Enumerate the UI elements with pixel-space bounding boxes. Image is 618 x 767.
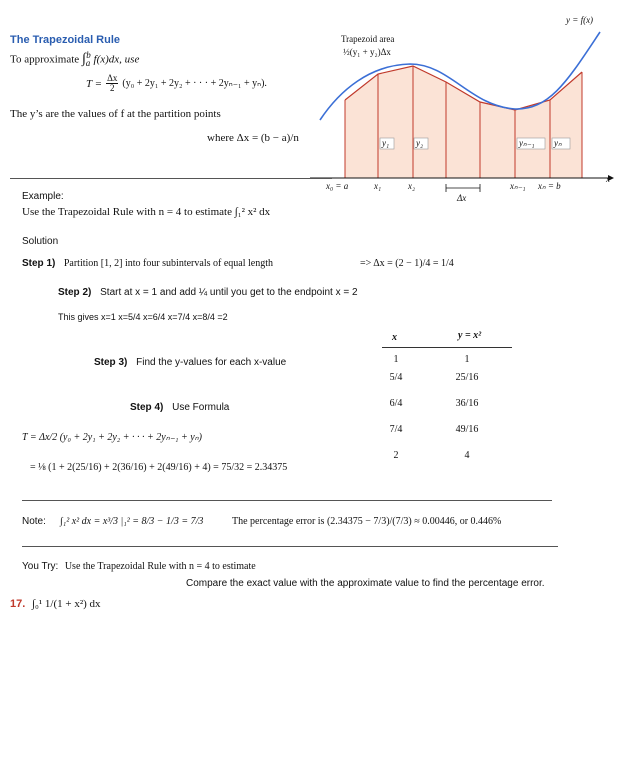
example-label: Example:: [22, 191, 64, 202]
formula-line: T = Δx/2 (y₀ + 2y₁ + 2y₂ + · · · + 2yₙ₋₁ + yₙ): [22, 432, 202, 443]
table-header-x: x: [392, 332, 397, 343]
x1-label: x₁: [374, 181, 382, 191]
you-try-compare: Compare the exact value with the approximate value to find the percentage error.: [186, 578, 545, 589]
divider: [22, 500, 552, 501]
dx-label: Δx: [457, 193, 467, 203]
step3-label: Step 3): [94, 357, 128, 368]
trapezoid-fill: [345, 66, 582, 178]
step1-label: Step 1): [22, 258, 56, 269]
step4-label: Step 4): [130, 402, 164, 413]
yn-1-label: yₙ₋₁: [519, 138, 535, 148]
solution-label: Solution: [22, 236, 59, 247]
step1-text: Partition [1, 2] into four subintervals of equal length: [63, 258, 273, 269]
you-try-label: You Try:: [22, 561, 59, 572]
divider: [10, 178, 332, 179]
table-header-y: y = x²: [458, 330, 482, 341]
function-label: y = f(x): [566, 15, 594, 25]
table-x-cell: 7/4: [389, 424, 403, 435]
step1-result: => Δx = (2 − 1)/4 = 1/4: [360, 258, 454, 269]
intro-integrand: f(x)dx, use: [93, 53, 140, 66]
divider: [22, 546, 558, 547]
trapezoid-area-label: Trapezoid area: [341, 34, 395, 44]
step2: [58, 287, 358, 298]
step3-text: Find the y-values for each x-value: [136, 357, 287, 368]
formula-T-label: T =: [86, 77, 103, 90]
table-y-cell: 1: [464, 354, 470, 365]
calc-line: = ⅛ (1 + 2(25/16) + 2(36/16) + 2(49/16) + 4) = 75/32 = 2.34375: [30, 462, 288, 473]
intro-text: To approximate: [10, 53, 80, 66]
formula-fraction-den: 2: [109, 83, 115, 93]
y1-label: y₁: [382, 138, 390, 148]
step2-gives: This gives x=1 x=5/4 x=6/4 x=7/4 x=8/4 =2: [58, 312, 228, 322]
trapezoid-area-formula: ½(y₁ + y₂)Δx: [343, 47, 391, 57]
table-x-cell: 5/4: [389, 372, 403, 383]
step1: [22, 258, 273, 269]
you-try-line: [22, 561, 256, 572]
x2-label: x₂: [408, 181, 416, 191]
table-y-cell: 25/16: [455, 372, 479, 383]
table-rule: [382, 347, 512, 348]
step4-text: Use Formula: [172, 402, 230, 413]
yn-label: yₙ: [554, 138, 562, 148]
formula-body: (y₀ + 2y₁ + 2y₂ + · · · + 2yₙ₋₁ + yₙ).: [122, 78, 267, 89]
step4: [130, 402, 229, 413]
trapezoid-formula: [86, 74, 267, 93]
step2-label: Step 2): [58, 287, 92, 298]
step2-text: Start at x = 1 and add ¼ until you get to the endpoint x = 2: [100, 287, 358, 298]
table-y-cell: 36/16: [455, 398, 479, 409]
x0-label: x₀ = a: [326, 181, 349, 191]
step3: [94, 357, 286, 368]
you-try-text: Use the Trapezoidal Rule with n = 4 to estimate: [64, 561, 256, 572]
formula-fraction-num: Δx: [107, 73, 118, 83]
ys-note: The y’s are the values of f at the partition points: [10, 108, 221, 120]
x-axis-label: x: [606, 174, 610, 184]
table-x-cell: 1: [393, 354, 399, 365]
note-label: Note:: [22, 516, 46, 527]
formula-fraction: [106, 74, 118, 93]
xn-1-label: xₙ₋₁: [510, 181, 526, 191]
note-error: The percentage error is (2.34375 − 7/3)/(7/3) ≈ 0.00446, or 0.446%: [232, 516, 502, 527]
example-text: Use the Trapezoidal Rule with n = 4 to estimate ∫₁² x² dx: [22, 206, 271, 218]
xn-label: xₙ = b: [538, 181, 561, 191]
intro-line: To approximate $\int_a^b$ f(x)dx, use: [10, 50, 140, 68]
where-note: where Δx = (b − a)/n: [207, 132, 299, 144]
y2-label: y₂: [416, 138, 424, 148]
table-x-cell: 6/4: [389, 398, 403, 409]
section-title: The Trapezoidal Rule: [10, 34, 121, 46]
table-y-cell: 4: [464, 450, 470, 461]
problem-number: 17.: [10, 598, 26, 610]
note-exact: ∫₁² x² dx = x³/3 |₁² = 8/3 − 1/3 = 7/3: [60, 516, 204, 527]
problem-expr: ∫₀¹ 1/(1 + x²) dx: [32, 598, 101, 610]
table-y-cell: 49/16: [455, 424, 479, 435]
integral-symbol: ∫: [81, 51, 86, 67]
table-x-cell: 2: [393, 450, 399, 461]
